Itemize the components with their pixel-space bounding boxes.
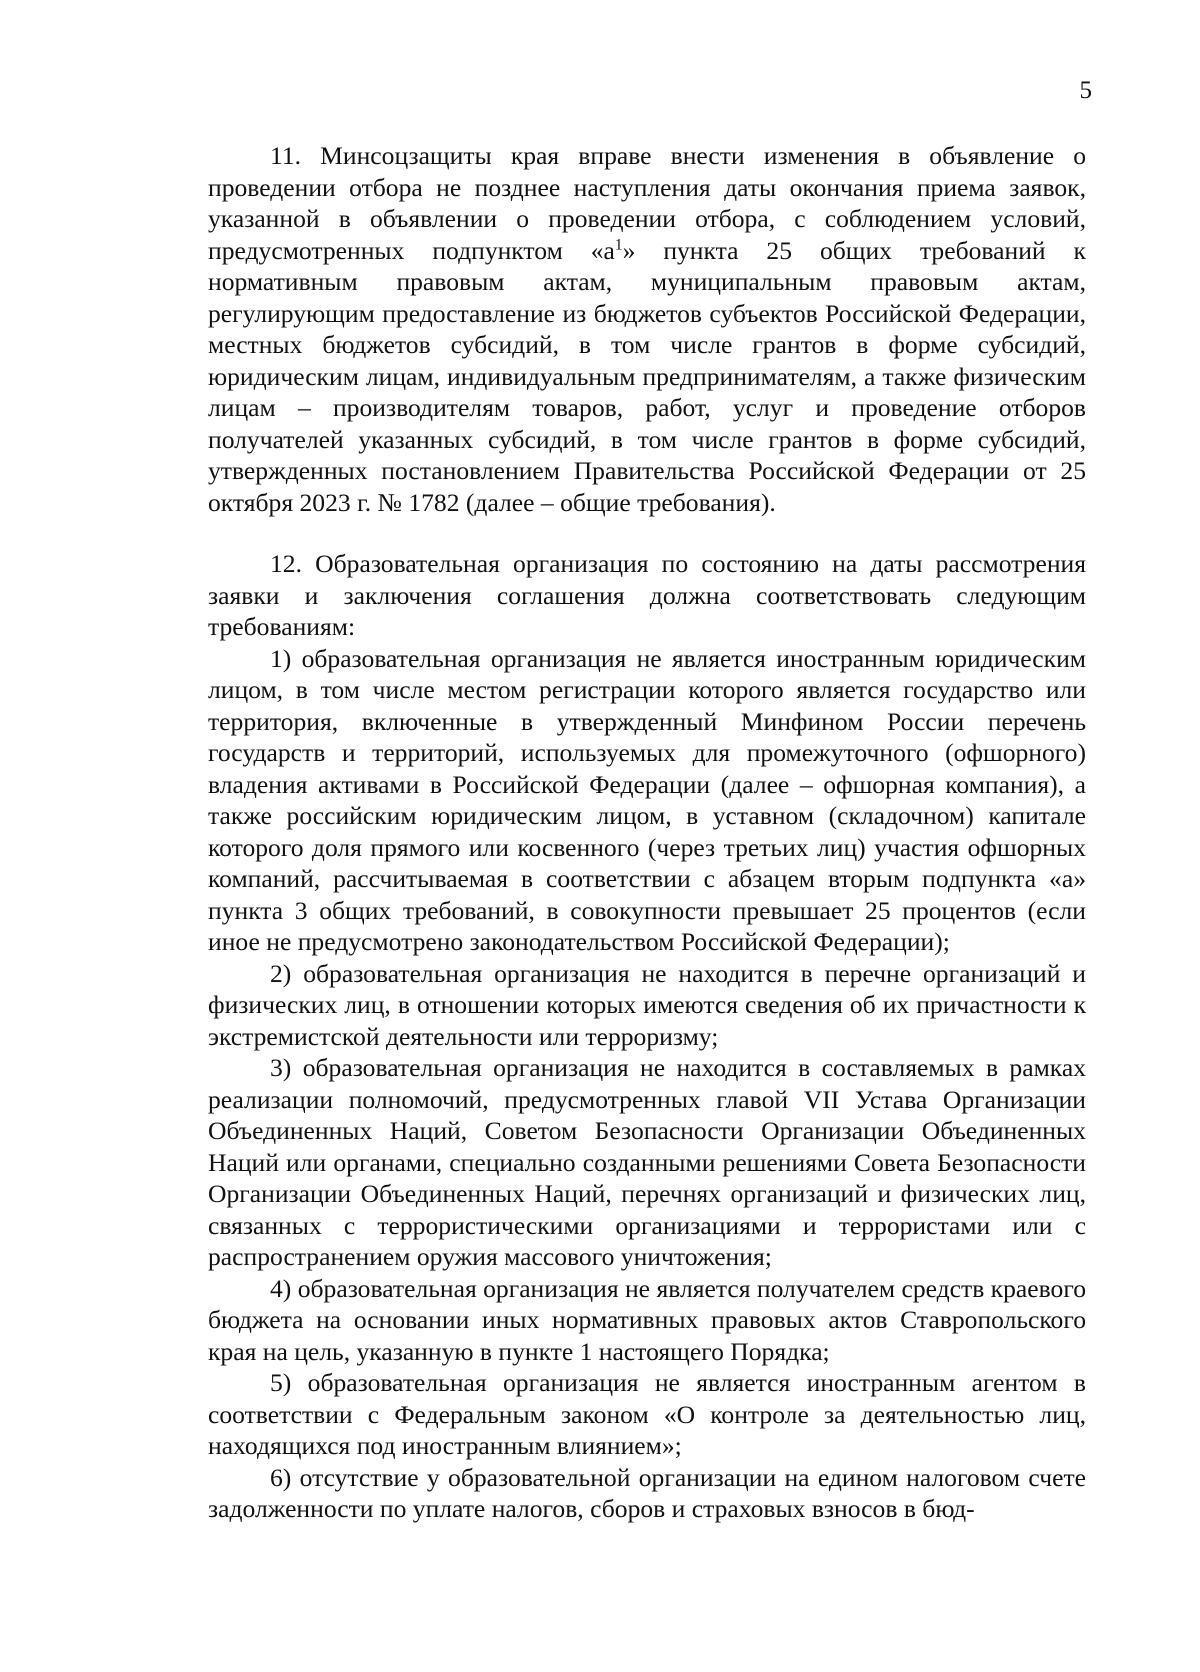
paragraph-12-item-3: 3) образовательная организация не находится в составляемых в рамках реализации полномочий, предусмотренных главой VII Устава Организации Объединенных Наций, Советом Безопасности Организации Объединенных Наций или органами, специально созданными решениями Совета Безопасности Организации Объединенных Наций, перечнях организаций и физических лиц, связанных с террористическими организациями и террористами или с распространением оружия массового уничтожения; xyxy=(208,1053,1086,1271)
paragraph-11: 11. Минсоцзащиты края вправе внести изменения в объявление о проведении отбора не позднее наступления даты окончания приема заявок, указанной в объявлении о проведении отбора, с соблюдением условий, предусмотренных подпунктом «$а^1$» пункта 25 общих требований к нормативным правовым актам, муниципальным правовым актам, регулирующим предоставление из бюджетов субъектов Российской Федерации, местных бюджетов субсидий, в том числе грантов в форме субсидий, юридическим лицам, индивидуальным предпринимателям, а также физическим лицам – производителям товаров, работ, услуг и проведение отборов получателей указанных субсидий, в том числе грантов в форме субсидий, утвержденных постановлением Правительства Российской Федерации от 25 октября 2023 г. № 1782 (далее – общие требования). xyxy=(208,141,1086,517)
page-number: 5 xyxy=(1079,77,1092,104)
superscript: 1 xyxy=(614,235,623,253)
paragraph-12-item-1: 1) образовательная организация не является иностранным юридическим лицом, в том числе местом регистрации которого является государство или территория, включенные в утвержденный Минфином России перечень государств и территорий, используемых для промежуточного (офшорного) владения активами в Российской Федерации (далее – офшорная компания), а также российским юридическим лицом, в уставном (складочном) капитале которого доля прямого или косвенного (через третьих лиц) участия офшорных компаний, рассчитываемая в соответствии с абзацем вторым подпункта «а» пункта 3 общих требований, в совокупности превышает 25 процентов (если иное не предусмотрено законодательством Российской Федерации); xyxy=(208,643,1086,956)
paragraph-12: 12. Образовательная организация по состоянию на даты рассмотрения заявки и заключения соглашения должна соответствовать следующим требованиям: xyxy=(208,549,1086,641)
paragraph-12-item-2: 2) образовательная организация не находится в перечне организаций и физических лиц, в отношении которых имеются сведения об их причастности к экстремистской деятельности или терроризму; xyxy=(208,958,1086,1051)
paragraph-12-item-5: 5) образовательная организация не является иностранным агентом в соответствии с Федеральным законом «О контроле за деятельностью лиц, находящихся под иностранным влиянием»; xyxy=(208,1368,1086,1460)
document-body xyxy=(208,140,1086,1525)
paragraph-12-item-6: 6) отсутствие у образовательной организации на едином налоговом счете задолженности по уплате налогов, сборов и страховых взносов в бюд- xyxy=(208,1462,1086,1523)
paragraph-12-item-4: 4) образовательная организация не является получателем средств краевого бюджета на основании иных нормативных правовых актов Ставропольского края на цель, указанную в пункте 1 настоящего Порядка; xyxy=(208,1273,1086,1366)
